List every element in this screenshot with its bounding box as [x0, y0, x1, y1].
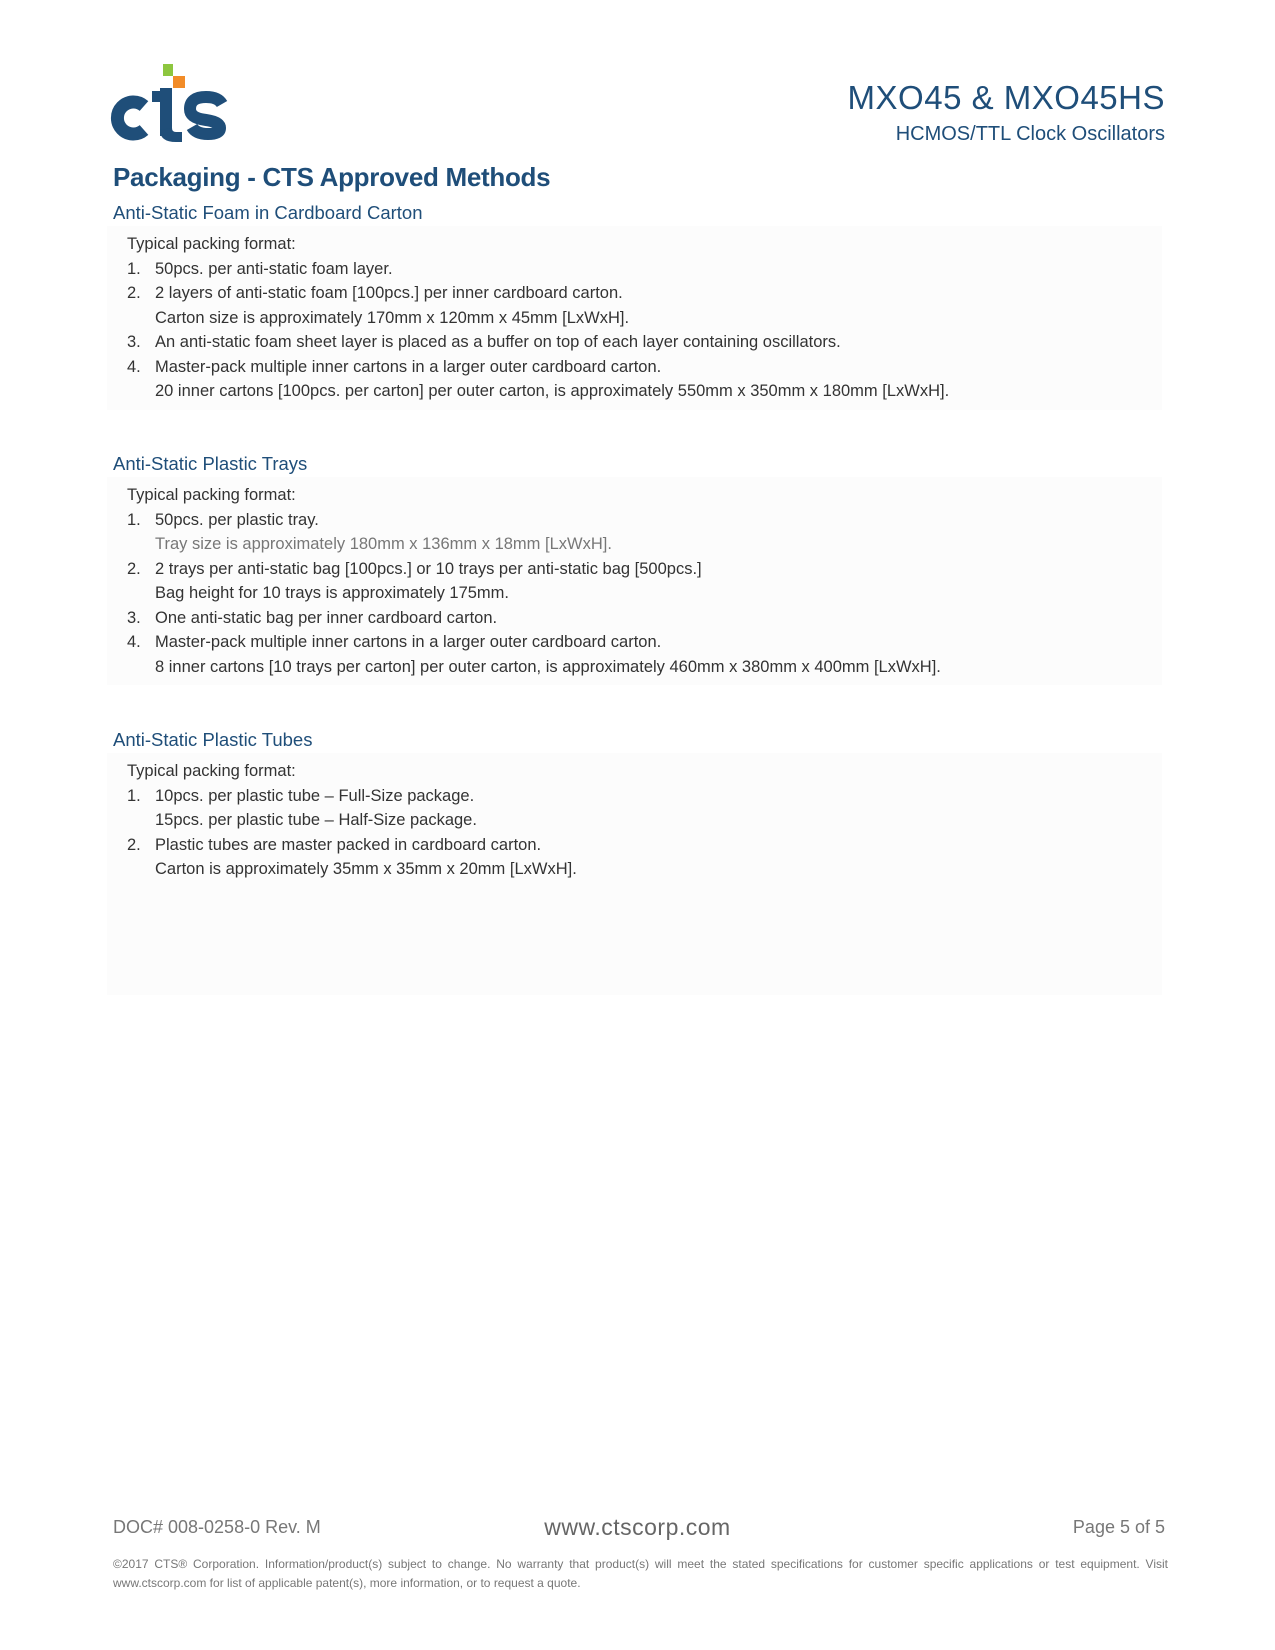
section-body — [107, 226, 1162, 410]
packing-list — [107, 784, 1162, 882]
section-title: Anti-Static Plastic Trays — [113, 453, 308, 474]
footer-copyright: ©2017 CTS® Corporation. Information/product(s) subject to change. No warranty that product(s) will meet the stated specifications for customer specific applications or test equipment. Visit www.ctscorp.com for list of applicable patent(s), more information, or to request a quote. — [113, 1557, 1168, 1590]
section-title: Anti-Static Foam in Cardboard Carton — [113, 202, 423, 223]
cts-logo — [104, 64, 240, 144]
list-text: 15pcs. per plastic tube – Half-Size package. — [155, 811, 477, 829]
list-number: 4. — [127, 357, 141, 376]
list-text: 50pcs. per plastic tray. — [155, 510, 319, 529]
list-text: 8 inner cartons [10 trays per carton] per outer carton, is approximately 460mm x 380mm x 400mm [LxWxH]. — [155, 657, 941, 676]
document-subtitle: HCMOS/TTL Clock Oscillators — [895, 123, 1165, 145]
list-number: 1. — [127, 786, 141, 805]
list-text: 10pcs. per plastic tube – Full-Size package. — [155, 786, 475, 805]
list-number: 1. — [127, 259, 141, 278]
section-plastic-tubes — [107, 727, 1162, 995]
list-text: 2 trays per anti-static bag [100pcs.] or 10 trays per anti-static bag [500pcs.] — [155, 559, 702, 578]
section-plastic-trays — [107, 451, 1162, 685]
list-text: 50pcs. per anti-static foam layer. — [155, 259, 393, 278]
section-body — [107, 753, 1162, 995]
header-title-block — [848, 78, 1165, 148]
list-text: An anti-static foam sheet layer is placed as a buffer on top of each layer containing oscillators. — [155, 333, 841, 351]
list-item — [107, 355, 1162, 404]
list-number: 4. — [127, 633, 141, 651]
section-body — [107, 477, 1162, 685]
list-number: 3. — [127, 608, 141, 627]
list-text: Bag height for 10 trays is approximately 175mm. — [155, 584, 510, 602]
list-item — [107, 330, 1162, 355]
list-text: Master-pack multiple inner cartons in a larger outer cardboard carton. — [155, 633, 662, 651]
section-intro: Typical packing format: — [127, 762, 296, 780]
section-foam-carton — [107, 200, 1162, 410]
list-item — [107, 257, 1162, 282]
section-intro: Typical packing format: — [127, 235, 296, 253]
list-item — [107, 630, 1162, 679]
list-number: 3. — [127, 333, 141, 351]
list-text: Carton size is approximately 170mm x 120mm x 45mm [LxWxH]. — [155, 308, 630, 327]
list-text: Carton is approximately 35mm x 35mm x 20mm [LxWxH]. — [155, 860, 577, 878]
list-text: 20 inner cartons [100pcs. per carton] per outer carton, is approximately 550mm x 350mm x 180mm [LxWxH]. — [155, 382, 950, 400]
list-item — [107, 281, 1162, 330]
list-item — [107, 606, 1162, 631]
packing-list — [107, 508, 1162, 680]
packing-list — [107, 257, 1162, 404]
section-title: Anti-Static Plastic Tubes — [113, 729, 313, 750]
list-item — [107, 784, 1162, 833]
footer-website-link[interactable]: www.ctscorp.com — [544, 1514, 731, 1540]
list-number: 2. — [127, 559, 141, 578]
list-item — [107, 557, 1162, 606]
list-text: One anti-static bag per inner cardboard carton. — [155, 608, 498, 627]
page-heading: Packaging - CTS Approved Methods — [113, 162, 551, 192]
list-text: Master-pack multiple inner cartons in a larger outer cardboard carton. — [155, 357, 662, 376]
list-text: Plastic tubes are master packed in cardboard carton. — [155, 835, 542, 854]
footer-page-number: Page 5 of 5 — [1072, 1517, 1165, 1537]
list-text: 2 layers of anti-static foam [100pcs.] per inner cardboard carton. — [155, 284, 623, 302]
section-intro: Typical packing format: — [127, 486, 296, 504]
list-number: 1. — [127, 510, 141, 529]
footer-doc-number: DOC# 008-0258-0 Rev. M — [113, 1517, 321, 1537]
document-title: MXO45 & MXO45HS — [847, 79, 1165, 116]
list-text: Tray size is approximately 180mm x 136mm x 18mm [LxWxH]. — [155, 535, 612, 553]
list-number: 2. — [127, 835, 141, 854]
list-item — [107, 833, 1162, 882]
list-item — [107, 508, 1162, 557]
list-number: 2. — [127, 284, 141, 302]
